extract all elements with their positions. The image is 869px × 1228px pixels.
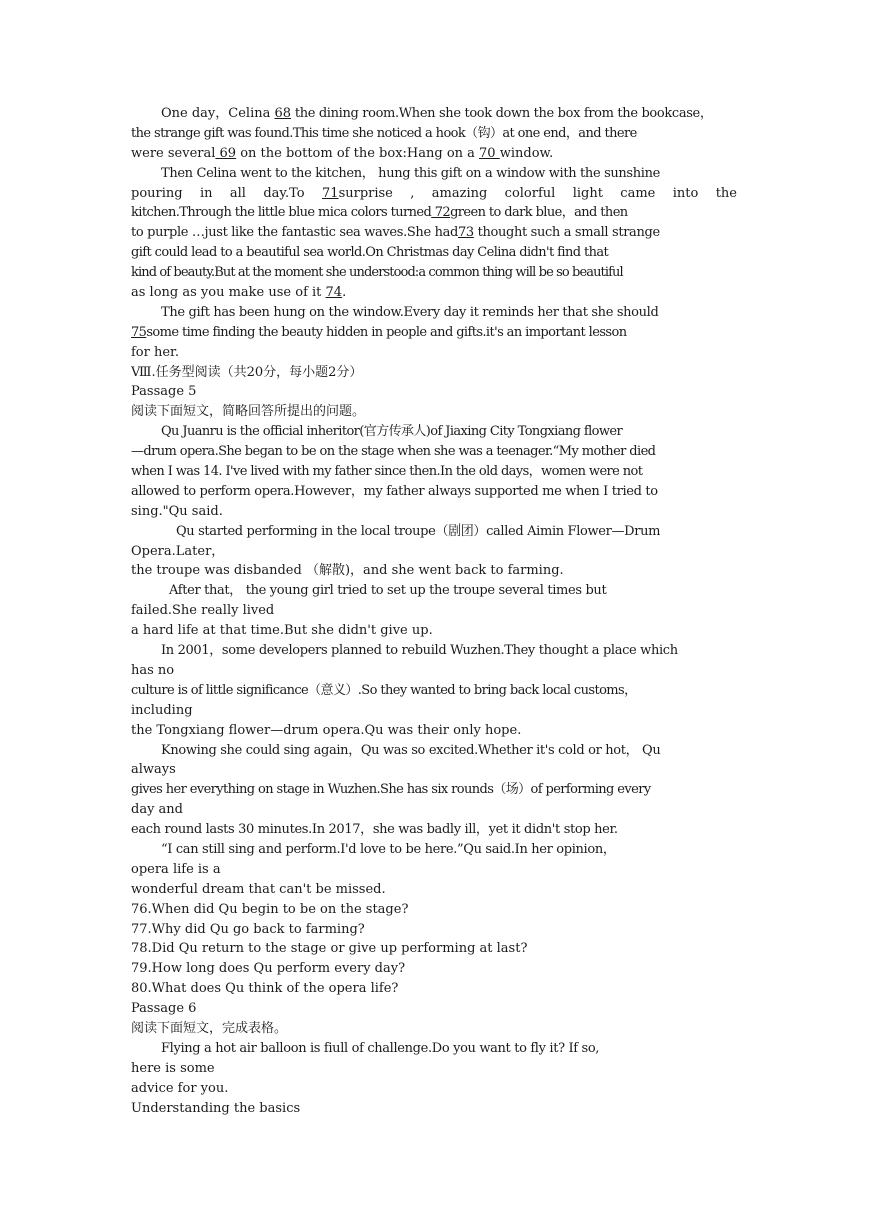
blank-73: 73: [457, 225, 474, 241]
question-80: 80.What does Qu think of the opera life?: [131, 981, 399, 997]
blank-70: 70: [479, 145, 500, 161]
passage6-subheading: Understanding the basics: [131, 1100, 301, 1116]
passage5-line: the Tongxiang flower—drum opera.Qu was their only hope.: [131, 722, 522, 738]
passage5-line: After that， the young girl tried to set up the troupe several times but: [169, 583, 607, 599]
passage5-line: always: [131, 762, 176, 778]
p2-line-5: gift could lead to a beautiful sea world.On Christmas day Celina didn't find that: [131, 245, 609, 261]
p3-line-3: for her.: [131, 344, 179, 360]
passage6-line: here is some: [131, 1060, 215, 1076]
blank-75: 75: [131, 324, 147, 340]
blank-68: 68: [274, 106, 292, 121]
passage5-line: Knowing she could sing again，Qu was so excited.Whether it's cold or hot， Qu: [161, 742, 661, 758]
question-78: 78.Did Qu return to the stage or give up performing at last?: [131, 941, 528, 957]
passage5-line: has no: [131, 662, 175, 678]
p3-line-2: 75some time finding the beauty hidden in people and gifts.it's an important lesson: [131, 324, 627, 340]
blank-69: 69: [215, 145, 237, 161]
p2-line-7: as long as you make use of it 74.: [131, 285, 347, 301]
passage5-line: the troupe was disbanded （解散)，and she went back to farming.: [131, 563, 564, 579]
passage5-line: including: [131, 702, 193, 718]
passage5-line: culture is of little significance（意义）.So they wanted to bring back local customs，: [131, 682, 637, 698]
passage6-label: Passage 6: [131, 1001, 197, 1017]
passage5-line: Qu started performing in the local troupe（剧团）called Aimin Flower—Drum: [176, 523, 661, 539]
p2-line-3: kitchen.Through the little blue mica colors turned 72green to dark blue，and then: [131, 205, 628, 221]
p3-line-1: The gift has been hung on the window.Every day it reminds her that she should: [161, 304, 659, 320]
passage5-instruction: 阅读下面短文，简略回答所提出的问题。: [131, 404, 366, 420]
p1-line-1: One day，Celina 68 the dining room.When she took down the box from the bookcase，: [161, 106, 713, 121]
passage5-line: allowed to perform opera.However，my father always supported me when I tried to: [131, 483, 658, 499]
p2-line-1: Then Celina went to the kitchen， hung this gift on a window with the sunshine: [161, 165, 660, 181]
passage5-line: sing."Qu said.: [131, 503, 223, 519]
section-heading: Ⅷ.任务型阅读（共20分，每小题2分）: [131, 364, 363, 380]
passage5-line: day and: [131, 802, 183, 818]
p2-line-4: to purple …just like the fantastic sea waves.She had73 thought such a small strange: [131, 225, 660, 241]
passage5-line: gives her everything on stage in Wuzhen.She has six rounds（场）of performing every: [131, 782, 651, 798]
question-79: 79.How long does Qu perform every day?: [131, 961, 406, 977]
p1-line-3: were several 69 on the bottom of the box:Hang on a 70 window.: [131, 145, 554, 161]
passage5-line: “I can still sing and perform.I'd love to be here.”Qu said.In her opinion，: [161, 841, 616, 857]
passage5-line: Opera.Later，: [131, 543, 225, 559]
document-page: [131, 104, 737, 1118]
p2-line-2: pouring in all day.To 71surprise , amazing colorful light came into the: [131, 185, 737, 201]
p1-line-2: the strange gift was found.This time she noticed a hook（钩）at one end，and there: [131, 125, 637, 141]
question-76: 76.When did Qu begin to be on the stage?: [131, 901, 409, 917]
passage6-line: advice for you.: [131, 1080, 229, 1096]
passage5-line: Qu Juanru is the official inheritor(官方传承人)of Jiaxing City Tongxiang flower: [161, 424, 623, 440]
blank-71: 71: [322, 185, 339, 201]
p2-line-6: kind of beauty.But at the moment she understood:a common thing will be so beautiful: [131, 265, 623, 281]
blank-74: 74: [325, 285, 343, 301]
question-77: 77.Why did Qu go back to farming?: [131, 921, 365, 937]
passage5-line: wonderful dream that can't be missed.: [131, 881, 386, 897]
passage5-line: failed.She really lived: [131, 603, 275, 619]
passage6-instruction: 阅读下面短文，完成表格。: [131, 1020, 288, 1036]
passage5-line: a hard life at that time.But she didn't give up.: [131, 623, 433, 639]
passage5-line: —drum opera.She began to be on the stage when she was a teenager.“My mother died: [131, 444, 656, 460]
passage6-line: Flying a hot air balloon is fiull of challenge.Do you want to fly it? If so,: [161, 1040, 600, 1056]
passage5-line: each round lasts 30 minutes.In 2017，she was badly ill，yet it didn't stop her.: [131, 822, 618, 838]
passage5-line: In 2001，some developers planned to rebuild Wuzhen.They thought a place which: [161, 643, 678, 659]
passage5-line: when I was 14. I've lived with my father since then.In the old days，women were not: [131, 464, 643, 480]
passage5-line: opera life is a: [131, 861, 221, 877]
passage5-label: Passage 5: [131, 384, 197, 400]
blank-72: 72: [431, 205, 451, 221]
